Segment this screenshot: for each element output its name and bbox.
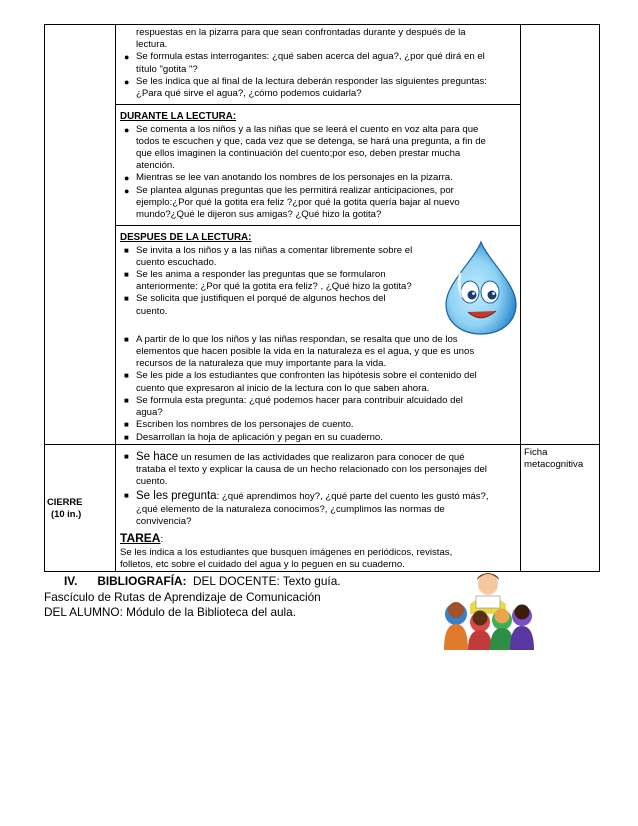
list-item [120,432,516,444]
bullet-line: cuento escuchado. [136,256,217,268]
bullet-line: Se comenta a los niños y a las niñas que se leerá el cuento en voz alta para que [136,123,479,135]
round-bullet-icon: ● [124,173,130,184]
bibliography-line: DEL ALUMNO: Módulo de la Biblioteca del aula. [44,605,297,620]
list-item [120,293,432,317]
bibliography-docente: DEL DOCENTE: Texto guía. [193,574,341,588]
children-reading-illustration-icon [440,570,536,650]
development-row [45,25,600,445]
bullet-line: Se plantea algunas preguntas que les permitirá realizar anticipaciones, por [136,184,454,196]
bullet-line: cuento. [136,305,168,317]
bibliography-title: BIBLIOGRAFÍA: [97,574,187,588]
list-item [120,51,516,75]
list-item [120,419,516,431]
cierre-label-cell [45,444,116,572]
square-bullet-icon: ■ [124,432,129,442]
bibliography-numeral: IV. [64,574,78,588]
text-line: ¿qué elemento de la naturaleza conocimos?, ¿cumplimos las normas de [136,503,445,515]
water-drop-mascot-icon [438,240,524,336]
bullet-line: mundo?¿Qué le dijeron sus amigas? ¿Qué hizo la gotita? [136,209,382,221]
bullet-line: Se les indica que al final de la lectura deberán responder las siguientes preguntas: [136,75,487,87]
bullet-line: atención. [136,160,175,172]
bullet-line: recursos de la naturaleza que muy importante para la vida. [136,358,387,370]
square-bullet-icon: ■ [124,451,129,461]
text-line: lectura. [136,39,168,51]
bullet-line: que ellos imaginen la continuación del cuento;por eso, deben prestar mucha [136,148,461,160]
bullet-line: Se solicita que justifiquen el porqué de algunos hechos del [136,293,386,305]
despues-bullets-a [120,245,432,318]
round-bullet-icon: ● [124,52,130,63]
cierre-row [45,444,600,572]
bullet-line: Escriben los nombres de los personajes de cuento. [136,419,354,431]
bibliography-line: Fascículo de Rutas de Aprendizaje de Comunicación [44,589,321,604]
bullet-line: Desarrollan la hoja de aplicación y pegan en su cuaderno. [136,431,383,443]
bullet-line: cuento que expresaron al inicio de la lectura con lo que saben ahora. [136,382,430,394]
cierre-label: CIERRE [47,496,83,508]
bullet-lead: Se les pregunta [136,490,217,503]
square-bullet-icon: ■ [124,395,129,405]
tarea-title: TAREA [120,530,161,545]
bullet-line: Se invita a los niños y a las niñas a comentar libremente sobre el [136,244,413,256]
square-bullet-icon: ■ [124,334,129,344]
list-item [120,172,516,184]
despues-title: DESPUES DE LA LECTURA: [120,232,252,244]
square-bullet-icon: ■ [124,294,129,304]
bullet-line: título "gotita "? [136,63,198,75]
round-bullet-icon: ● [124,185,130,196]
square-bullet-icon: ■ [124,371,129,381]
tarea-colon: : [160,533,164,545]
bullet-line: anteriormente: ¿Por qué la gotita era feliz? , ¿Qué hizo la gotita? [136,281,412,293]
text-line: respuestas en la pizarra para que sean confrontadas durante y después de la [136,27,466,38]
text-line: cuento. [136,476,168,488]
text-line: convivencia? [136,515,192,527]
durante-bullets [120,124,516,222]
continuation-text [120,27,516,51]
bullet-line: todos te escuchen y que, cada vez que se detenga, se hará una pregunta, a fin de [136,135,486,147]
cierre-content [116,444,521,572]
bullet-line: ejemplo:¿Por qué la gotita era feliz ?¿por qué la gotita quería bajar al nuevo [136,196,460,208]
list-item [120,269,432,293]
bullet-lines [136,464,516,488]
bullet-line: elementos que hacen posible la vida en la naturaleza es el agua, y que es unos [136,346,475,358]
bullet-text: un resumen de las actividades que realizaron para conocer de qué [178,451,465,463]
bullet-line: Mientras se lee van anotando los nombres de los personajes en la pizarra. [136,172,453,184]
list-item [120,490,516,528]
text-line: folletos, etc sobre el cuidado del agua y lo peguen en su cuaderno. [120,559,405,571]
square-bullet-icon: ■ [124,245,129,255]
text-line: Se les indica a los estudiantes que busquen imágenes en periódicos, revistas, [120,546,453,558]
bullet-line: Se formula esta pregunta: ¿qué podemos hacer para contribuir alcuidado del [136,394,463,406]
bullet-lines [136,504,516,528]
bullet-line: Se les pide a los estudiantes que confronten las hipótesis sobre el contenido del [136,370,477,382]
development-content [116,25,521,445]
list-item [120,451,516,489]
list-item [120,76,516,100]
list-item [120,124,516,173]
square-bullet-icon: ■ [124,420,129,430]
list-item [120,334,516,371]
durante-title: DURANTE LA LECTURA: [120,111,237,123]
list-item [120,395,516,419]
despues-bullets-b [120,334,516,444]
bullet-line: agua? [136,407,163,419]
bullet-text: : ¿qué aprendimos hoy?, ¿qué parte del cuento les gustó más?, [216,491,489,503]
text-line: trataba el texto y explicar la causa de un hecho relacionado con los personajes del [136,463,487,475]
bibliography [44,574,444,621]
round-bullet-icon: ● [124,124,130,135]
list-item [120,185,516,222]
round-bullet-icon: ● [124,76,130,87]
bullet-line: ¿Para qué sirve el agua?, ¿cómo podemos cuidarla? [136,88,362,100]
bullet-line: Se formula estas interrogantes: ¿qué saben acerca del agua?, ¿por qué dirá en el [136,51,485,63]
cierre-time: (10 in.) [51,508,82,520]
bullet-line: Se les anima a responder las preguntas que se formularon [136,269,386,281]
bullet-lead: Se hace [136,450,179,463]
ficha-cell [521,444,600,572]
ficha-metacognitiva: Ficha metacognitiva [524,446,584,470]
empty-cell [521,25,600,445]
square-bullet-icon: ■ [124,270,129,280]
square-bullet-icon: ■ [124,491,129,501]
list-item [120,245,432,269]
list-item [120,370,516,394]
bullet-line: A partir de lo que los niños y las niñas respondan, se resalta que uno de los [136,333,458,345]
antes-bullets [120,51,516,100]
tarea-text [120,547,516,571]
empty-cell [45,25,116,445]
